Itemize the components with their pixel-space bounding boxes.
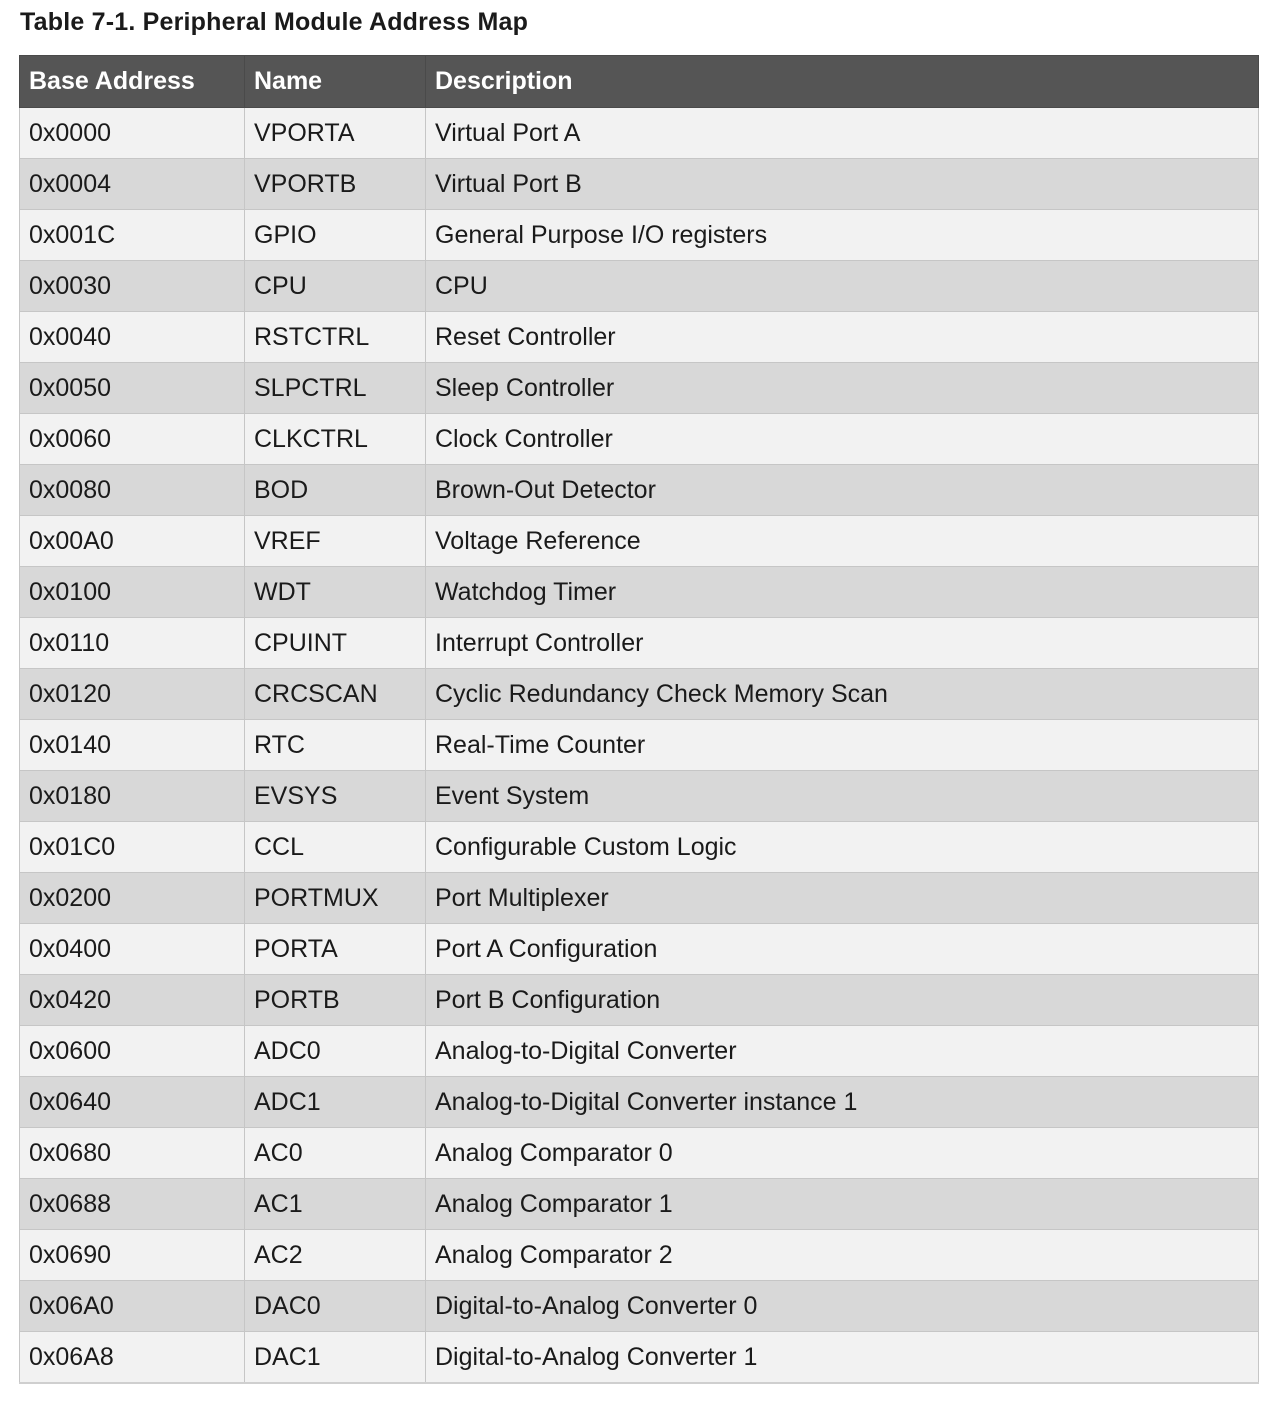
cell-description: Virtual Port A [426,108,1259,159]
cell-base-address: 0x0060 [20,414,245,465]
cell-name: DAC0 [245,1281,426,1332]
table-row [20,924,1259,975]
cell-base-address: 0x0690 [20,1230,245,1281]
cell-base-address: 0x0200 [20,873,245,924]
cell-base-address: 0x0400 [20,924,245,975]
cell-name: VPORTB [245,159,426,210]
cell-name: PORTMUX [245,873,426,924]
table-row [20,1128,1259,1179]
cell-name: PORTA [245,924,426,975]
table-row [20,516,1259,567]
cell-name: BOD [245,465,426,516]
cell-base-address: 0x0030 [20,261,245,312]
cell-base-address: 0x0120 [20,669,245,720]
cell-description: Port A Configuration [426,924,1259,975]
cell-description: Virtual Port B [426,159,1259,210]
cell-name: CCL [245,822,426,873]
cell-name: VREF [245,516,426,567]
cell-base-address: 0x0140 [20,720,245,771]
cell-base-address: 0x06A8 [20,1332,245,1384]
table-row [20,669,1259,720]
cell-description: Analog Comparator 0 [426,1128,1259,1179]
cell-description: Digital-to-Analog Converter 1 [426,1332,1259,1384]
cell-base-address: 0x0640 [20,1077,245,1128]
cell-base-address: 0x01C0 [20,822,245,873]
table-row [20,363,1259,414]
cell-base-address: 0x0100 [20,567,245,618]
table-header-row [20,56,1259,108]
cell-base-address: 0x0600 [20,1026,245,1077]
cell-description: Reset Controller [426,312,1259,363]
cell-name: VPORTA [245,108,426,159]
table-row [20,873,1259,924]
cell-base-address: 0x0040 [20,312,245,363]
cell-name: RTC [245,720,426,771]
table-row [20,108,1259,159]
cell-description: Clock Controller [426,414,1259,465]
cell-base-address: 0x0000 [20,108,245,159]
cell-base-address: 0x00A0 [20,516,245,567]
cell-name: CLKCTRL [245,414,426,465]
cell-description: Configurable Custom Logic [426,822,1259,873]
cell-name: SLPCTRL [245,363,426,414]
cell-name: GPIO [245,210,426,261]
cell-base-address: 0x0680 [20,1128,245,1179]
table-row [20,618,1259,669]
cell-description: CPU [426,261,1259,312]
table-row [20,822,1259,873]
table-row [20,975,1259,1026]
table-row [20,1332,1259,1384]
table-row [20,1026,1259,1077]
cell-description: Analog Comparator 1 [426,1179,1259,1230]
cell-description: Interrupt Controller [426,618,1259,669]
table-row [20,210,1259,261]
column-header-description: Description [426,56,1259,108]
table-row [20,465,1259,516]
peripheral-address-table [19,55,1259,1384]
column-header-name: Name [245,56,426,108]
cell-description: Digital-to-Analog Converter 0 [426,1281,1259,1332]
cell-description: Brown-Out Detector [426,465,1259,516]
table-row [20,414,1259,465]
table-row [20,1077,1259,1128]
table-row [20,567,1259,618]
cell-base-address: 0x0420 [20,975,245,1026]
cell-name: PORTB [245,975,426,1026]
table-row [20,720,1259,771]
cell-name: ADC0 [245,1026,426,1077]
table-caption: Table 7-1. Peripheral Module Address Map [20,8,529,36]
cell-name: CPU [245,261,426,312]
cell-description: Real-Time Counter [426,720,1259,771]
cell-name: AC0 [245,1128,426,1179]
cell-name: AC2 [245,1230,426,1281]
cell-description: Voltage Reference [426,516,1259,567]
cell-base-address: 0x0080 [20,465,245,516]
cell-base-address: 0x001C [20,210,245,261]
cell-description: Port Multiplexer [426,873,1259,924]
cell-description: Sleep Controller [426,363,1259,414]
table-row [20,312,1259,363]
cell-name: WDT [245,567,426,618]
cell-name: CRCSCAN [245,669,426,720]
table-row [20,1179,1259,1230]
cell-description: Watchdog Timer [426,567,1259,618]
table-row [20,771,1259,822]
cell-description: Cyclic Redundancy Check Memory Scan [426,669,1259,720]
table-row [20,261,1259,312]
cell-base-address: 0x0004 [20,159,245,210]
table-row [20,1281,1259,1332]
cell-name: EVSYS [245,771,426,822]
cell-base-address: 0x0050 [20,363,245,414]
cell-base-address: 0x0688 [20,1179,245,1230]
cell-description: Analog Comparator 2 [426,1230,1259,1281]
cell-description: Analog-to-Digital Converter [426,1026,1259,1077]
column-header-base-address: Base Address [20,56,245,108]
table-body [20,108,1259,1384]
cell-description: General Purpose I/O registers [426,210,1259,261]
table-row [20,159,1259,210]
cell-name: CPUINT [245,618,426,669]
cell-base-address: 0x06A0 [20,1281,245,1332]
table-row [20,1230,1259,1281]
cell-description: Analog-to-Digital Converter instance 1 [426,1077,1259,1128]
cell-name: RSTCTRL [245,312,426,363]
cell-base-address: 0x0180 [20,771,245,822]
cell-description: Port B Configuration [426,975,1259,1026]
cell-name: AC1 [245,1179,426,1230]
cell-name: DAC1 [245,1332,426,1384]
cell-name: ADC1 [245,1077,426,1128]
cell-base-address: 0x0110 [20,618,245,669]
cell-description: Event System [426,771,1259,822]
